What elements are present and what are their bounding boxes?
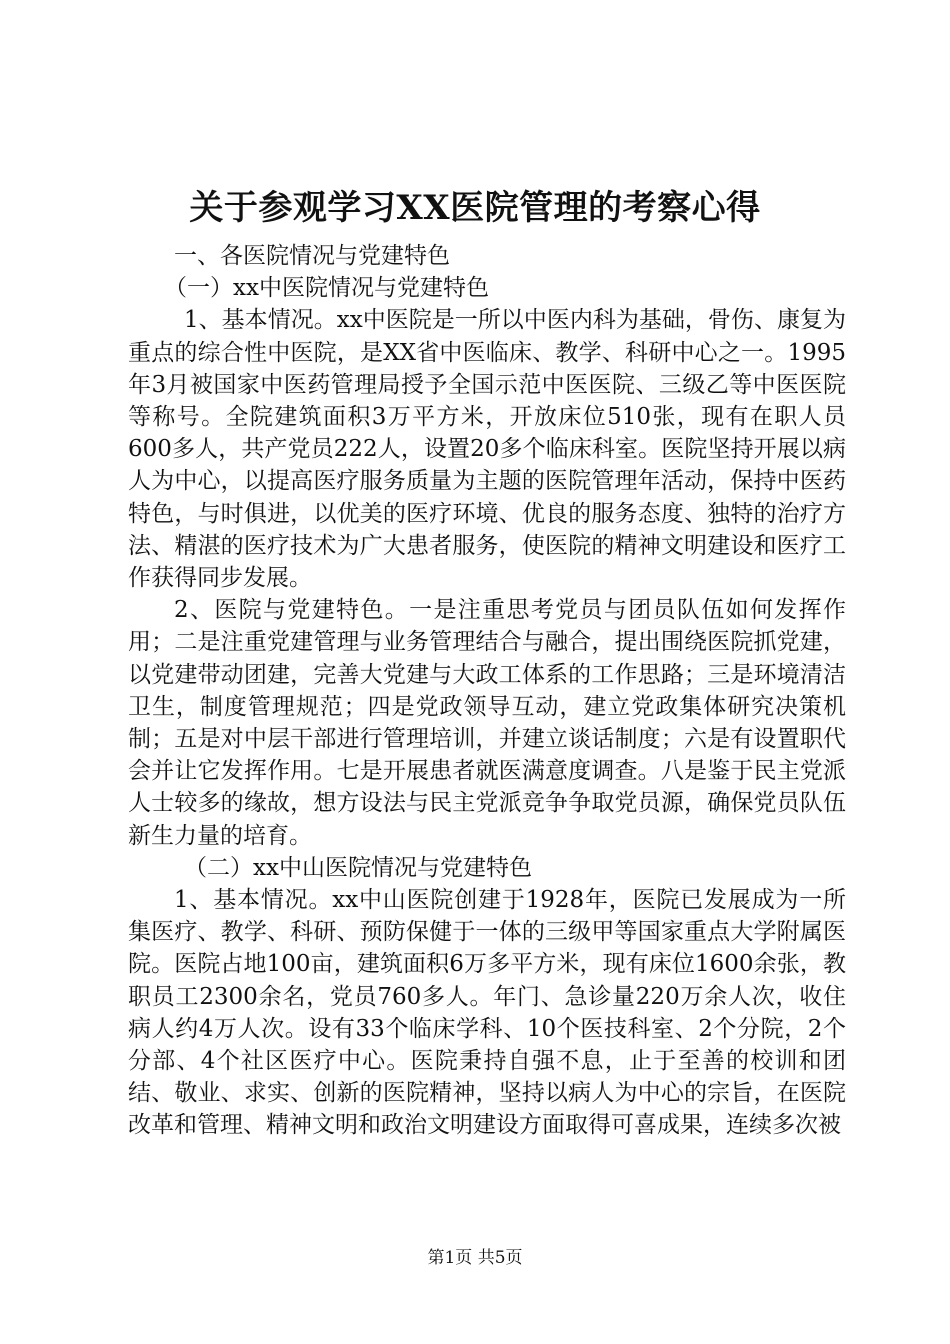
paragraph: 2、医院与党建特色。一是注重思考党员与团员队伍如何发挥作用；二是注重党建管理与业务管理结合与融合，提出围绕医院抓党建，以党建带动团建，完善大党建与大政工体系的工作思路；三是环境清洁卫生，制度管理规范；四是党政领导互动，建立党政集体研究决策机制；五是对中层干部进行管理培训，并建立谈话制度；六是有设置职代会并让它发挥作用。七是开展患者就医满意度调查。八是鉴于民主党派人士较多的缘故，想方设法与民主党派竞争争取党员源，确保党员队伍新生力量的培育。 bbox=[128, 597, 846, 849]
section-heading: 一、各医院情况与党建特色 bbox=[174, 243, 450, 269]
page-footer: 第1页 共5页 bbox=[427, 1248, 523, 1268]
subsection-heading: （二）xx中山医院情况与党建特色 bbox=[184, 854, 532, 881]
document-body bbox=[128, 240, 846, 1142]
subsection-heading: （一）xx中医院情况与党建特色 bbox=[164, 275, 489, 302]
document-title: 关于参观学习XX医院管理的考察心得 bbox=[189, 188, 761, 228]
paragraph: 1、基本情况。xx中山医院创建于1928年，医院已发展成为一所集医疗、教学、科研、预防保健于一体的三级甲等国家重点大学附属医院。医院占地100亩，建筑面积6万多平方米，现有床位1600余张，教职员工2300余名，党员760多人。年门、急诊量220万余人次，收住病人约4万人次。设有33个临床学科、10个医技科室、2个分院，2个分部、4个社区医疗中心。医院秉持自强不息，止于至善的校训和团结、敬业、求实、创新的医院精神，坚持以病人为中心的宗旨，在医院改革和管理、精神文明和政治文明建设方面取得可喜成果，连续多次被 bbox=[128, 887, 846, 1139]
paragraph: 1、基本情况。xx中医院是一所以中医内科为基础，骨伤、康复为重点的综合性中医院，是XX省中医临床、教学、科研中心之一。1995年3月被国家中医药管理局授予全国示范中医医院、三级乙等中医医院等称号。全院建筑面积3万平方米，开放床位510张，现有在职人员600多人，共产党员222人，设置20多个临床科室。医院坚持开展以病人为中心，以提高医疗服务质量为主题的医院管理年活动，保持中医药特色，与时俱进，以优美的医疗环境、优良的服务态度、独特的治疗方法、精湛的医疗技术为广大患者服务，使医院的精神文明建设和医疗工作获得同步发展。 bbox=[128, 307, 846, 592]
